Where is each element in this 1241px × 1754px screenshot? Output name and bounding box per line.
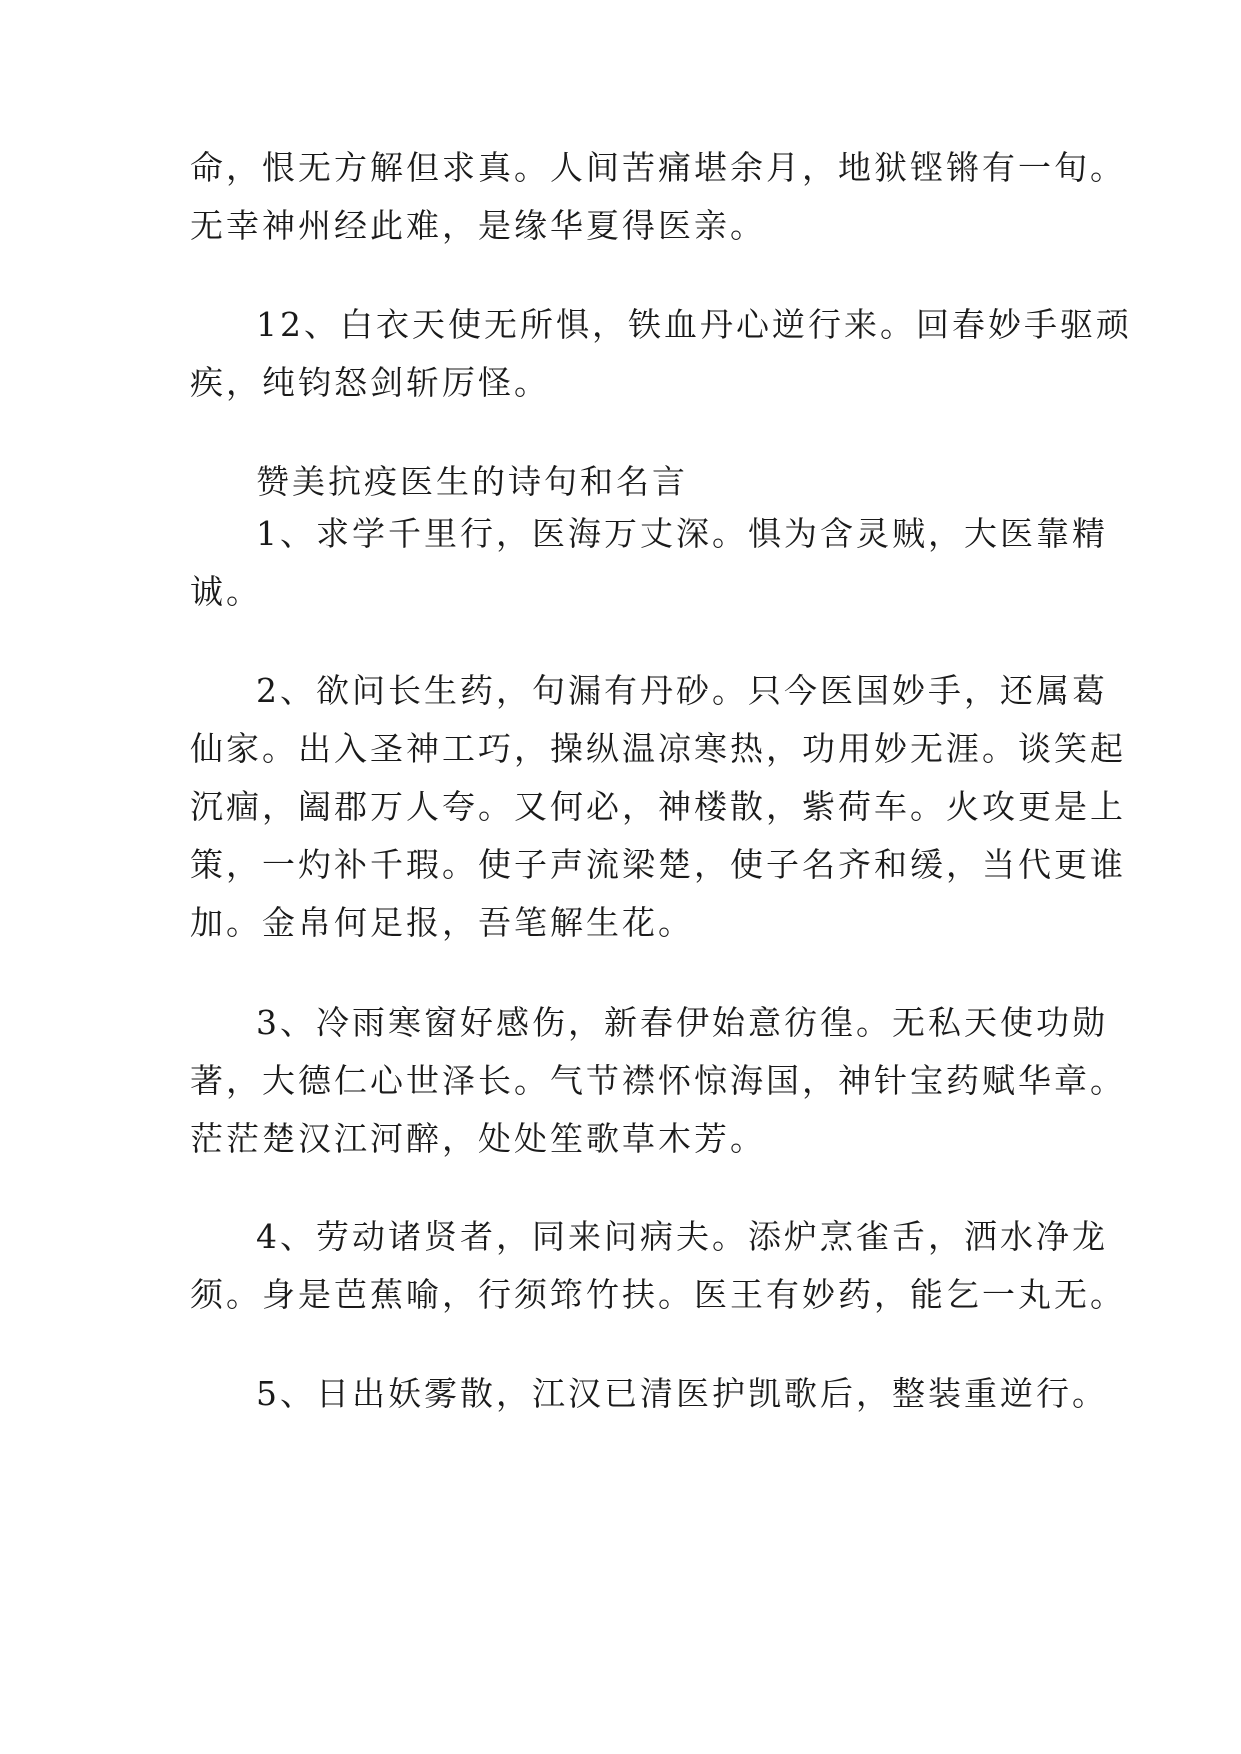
text-line: 茫茫楚汉江河醉，处处笙歌草木芳。	[190, 1119, 766, 1158]
text-line: 1、求学千里行，医海万丈深。惧为含灵贼，大医靠精	[256, 514, 1108, 553]
text-line: 3、冷雨寒窗好感伤，新春伊始意彷徨。无私天使功勋	[256, 1003, 1108, 1042]
text-line: 加。金帛何足报，吾笔解生花。	[190, 903, 694, 942]
text-line: 沉痼，阖郡万人夸。又何必，神楼散，紫荷车。火攻更是上	[190, 787, 1126, 826]
text-line: 12、白衣天使无所惧，铁血丹心逆行来。回春妙手驱顽	[256, 305, 1132, 344]
text-line: 诚。	[190, 572, 262, 611]
text-line: 4、劳动诸贤者，同来问病夫。添炉烹雀舌，洒水净龙	[256, 1217, 1108, 1256]
text-line: 疾，纯钧怒剑斩厉怪。	[190, 363, 550, 402]
paragraph-5	[190, 1365, 1108, 1423]
paragraph-3	[190, 994, 1126, 1168]
paragraph-4	[190, 1208, 1126, 1324]
paragraph-1	[190, 505, 1108, 621]
paragraph-12	[190, 296, 1132, 412]
text-line: 命，恨无方解但求真。人间苦痛堪余月，地狱铿锵有一旬。	[190, 148, 1126, 187]
text-line: 须。身是芭蕉喻，行须筇竹扶。医王有妙药，能乞一丸无。	[190, 1275, 1126, 1314]
text-line: 无幸神州经此难，是缘华夏得医亲。	[190, 206, 766, 245]
paragraph-2	[190, 662, 1126, 952]
text-line: 著，大德仁心世泽长。气节襟怀惊海国，神针宝药赋华章。	[190, 1061, 1126, 1100]
section-title	[190, 453, 1070, 511]
text-line: 5、日出妖雾散，江汉已清医护凯歌后，整装重逆行。	[256, 1374, 1108, 1413]
text-line: 策，一灼补千瑕。使子声流梁楚，使子名齐和缓，当代更谁	[190, 845, 1126, 884]
paragraph-continuation	[190, 139, 1126, 255]
section-title-text: 赞美抗疫医生的诗句和名言	[256, 462, 688, 501]
text-line: 仙家。出入圣神工巧，操纵温凉寒热，功用妙无涯。谈笑起	[190, 729, 1126, 768]
text-line: 2、欲问长生药，句漏有丹砂。只今医国妙手，还属葛	[256, 671, 1108, 710]
